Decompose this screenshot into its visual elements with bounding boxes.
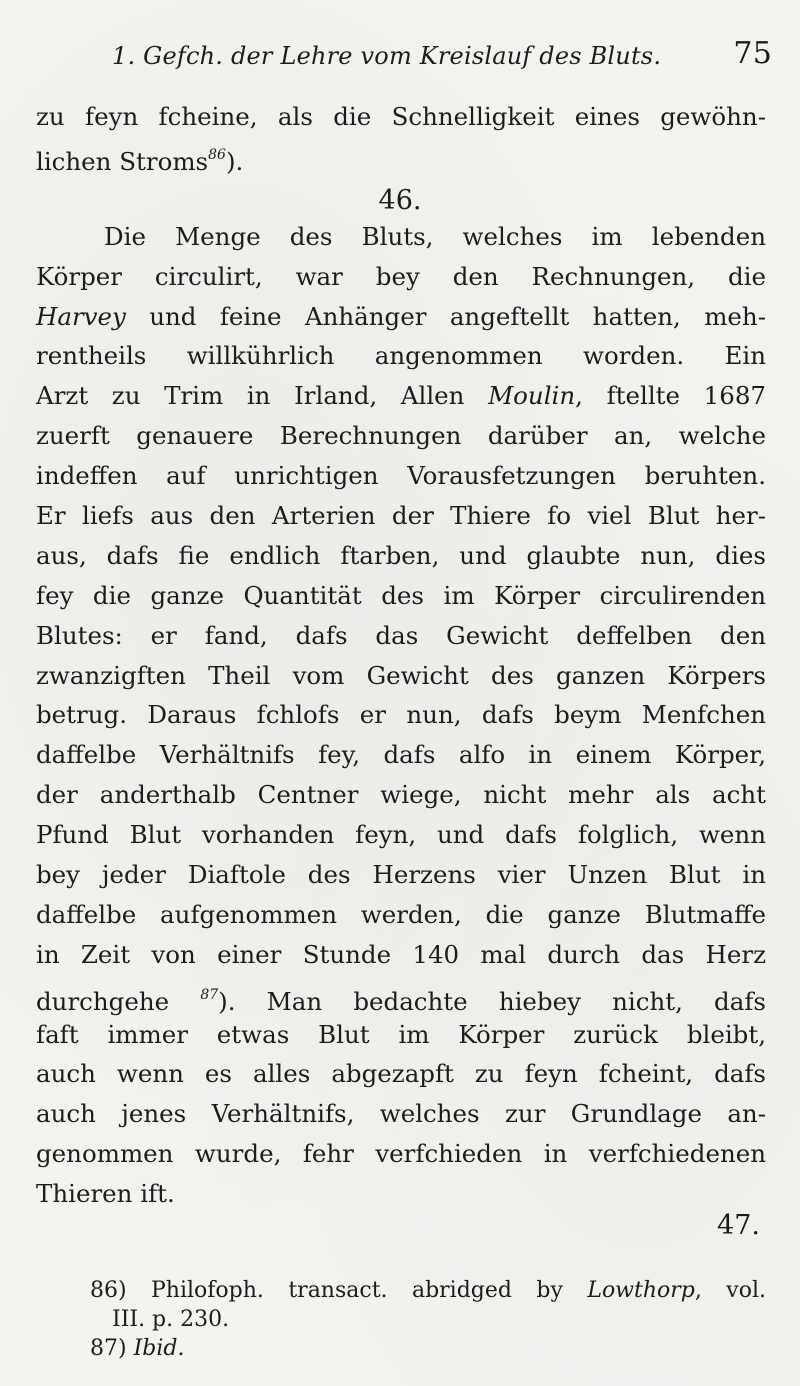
text-line-10: fey die ganze Quantität des im Körper circulirenden <box>36 581 766 610</box>
text-line-8: Er liefs aus den Arterien der Thiere fo viel Blut her- <box>36 501 766 530</box>
text-line-19: in Zeit von einer Stunde 140 mal durch das Herz <box>36 940 766 969</box>
text-line-1: Die Menge des Bluts, welches im lebenden <box>104 222 766 251</box>
running-head-text <box>112 42 661 70</box>
footnote-87 <box>90 1334 766 1364</box>
text-line-6: zuerft genauere Berechnungen darüber an, welche <box>36 421 766 450</box>
text-line-16: Pfund Blut vorhanden feyn, und dafs folglich, wenn <box>36 820 766 849</box>
footnote-ref-87: 87 <box>200 987 219 1003</box>
text-line-14: daffelbe Verhältnifs fey, dafs alfo in einem Körper, <box>36 740 766 769</box>
text-line-9: aus, dafs fie endlich ftarben, und glaubte nun, dies <box>36 541 766 570</box>
page-number: 75 <box>733 36 772 71</box>
running-head <box>112 36 772 76</box>
text-line-intro-1: zu feyn fcheine, als die Schnelligkeit eines gewöhn- <box>36 102 766 131</box>
chapter-number: 1. <box>112 42 136 70</box>
text-line-4: rentheils willkührlich angenommen worden. Ein <box>36 341 766 370</box>
text-line-23: auch jenes Verhältnifs, welches zur Grundlage an- <box>36 1099 766 1128</box>
text-line-17: bey jeder Diaftole des Herzens vier Unzen Blut in <box>36 860 766 889</box>
text-line-intro-2: lichen Stroms$^{86}$). <box>36 147 244 176</box>
running-head-title: Gefch. der Lehre vom Kreislauf des Bluts. <box>143 42 662 70</box>
text-line-20: durchgehe $^{87}$). Man bedachte hiebey nicht, dafs <box>36 987 766 1016</box>
text-line-18: daffelbe aufgenommen werden, die ganze Blutmaffe <box>36 900 766 929</box>
footnote-ref-86: 86 <box>208 147 226 163</box>
text-line-21: faft immer etwas Blut im Körper zurück bleibt, <box>36 1020 766 1049</box>
text-line-5: Arzt zu Trim in Irland, Allen Moulin, ftellte 1687 <box>36 381 766 410</box>
section-number: 46. <box>378 185 422 216</box>
italic-name-moulin: Moulin <box>488 381 576 410</box>
footnote-author: Lowthorp <box>587 1278 695 1303</box>
footnote-86-continuation: III. p. 230. <box>112 1307 230 1332</box>
text-line-12: zwanzigften Theil vom Gewicht des ganzen Körpers <box>36 661 766 690</box>
footnote-86: 86) Philofoph. transact. abridged by Lowthorp, vol. <box>90 1278 766 1303</box>
text-line-7: indeffen auf unrichtigen Vorausfetzungen beruhten. <box>36 461 766 490</box>
footnote-ibid: Ibid. <box>133 1336 185 1361</box>
footnote-marker-87: 87) <box>90 1336 127 1361</box>
catchword: 47. <box>717 1210 760 1241</box>
italic-name-harvey: Harvey <box>36 302 126 331</box>
text-line-24: genommen wurde, fehr verfchieden in verfchiedenen <box>36 1139 766 1168</box>
text-line-3: Harvey und feine Anhänger angeftellt hatten, meh- <box>36 302 766 331</box>
text-line-25: Thieren ift. <box>36 1179 175 1208</box>
footnote-marker-86: 86) <box>90 1278 127 1303</box>
text-line-15: der anderthalb Centner wiege, nicht mehr als acht <box>36 780 766 809</box>
text-line-2: Körper circulirt, war bey den Rechnungen, die <box>36 262 766 291</box>
text-line-11: Blutes: er fand, dafs das Gewicht deffelben den <box>36 621 766 650</box>
text-line-13: betrug. Daraus fchlofs er nun, dafs beym Menfchen <box>36 700 766 729</box>
text-line-22: auch wenn es alles abgezapft zu feyn fcheint, dafs <box>36 1059 766 1088</box>
